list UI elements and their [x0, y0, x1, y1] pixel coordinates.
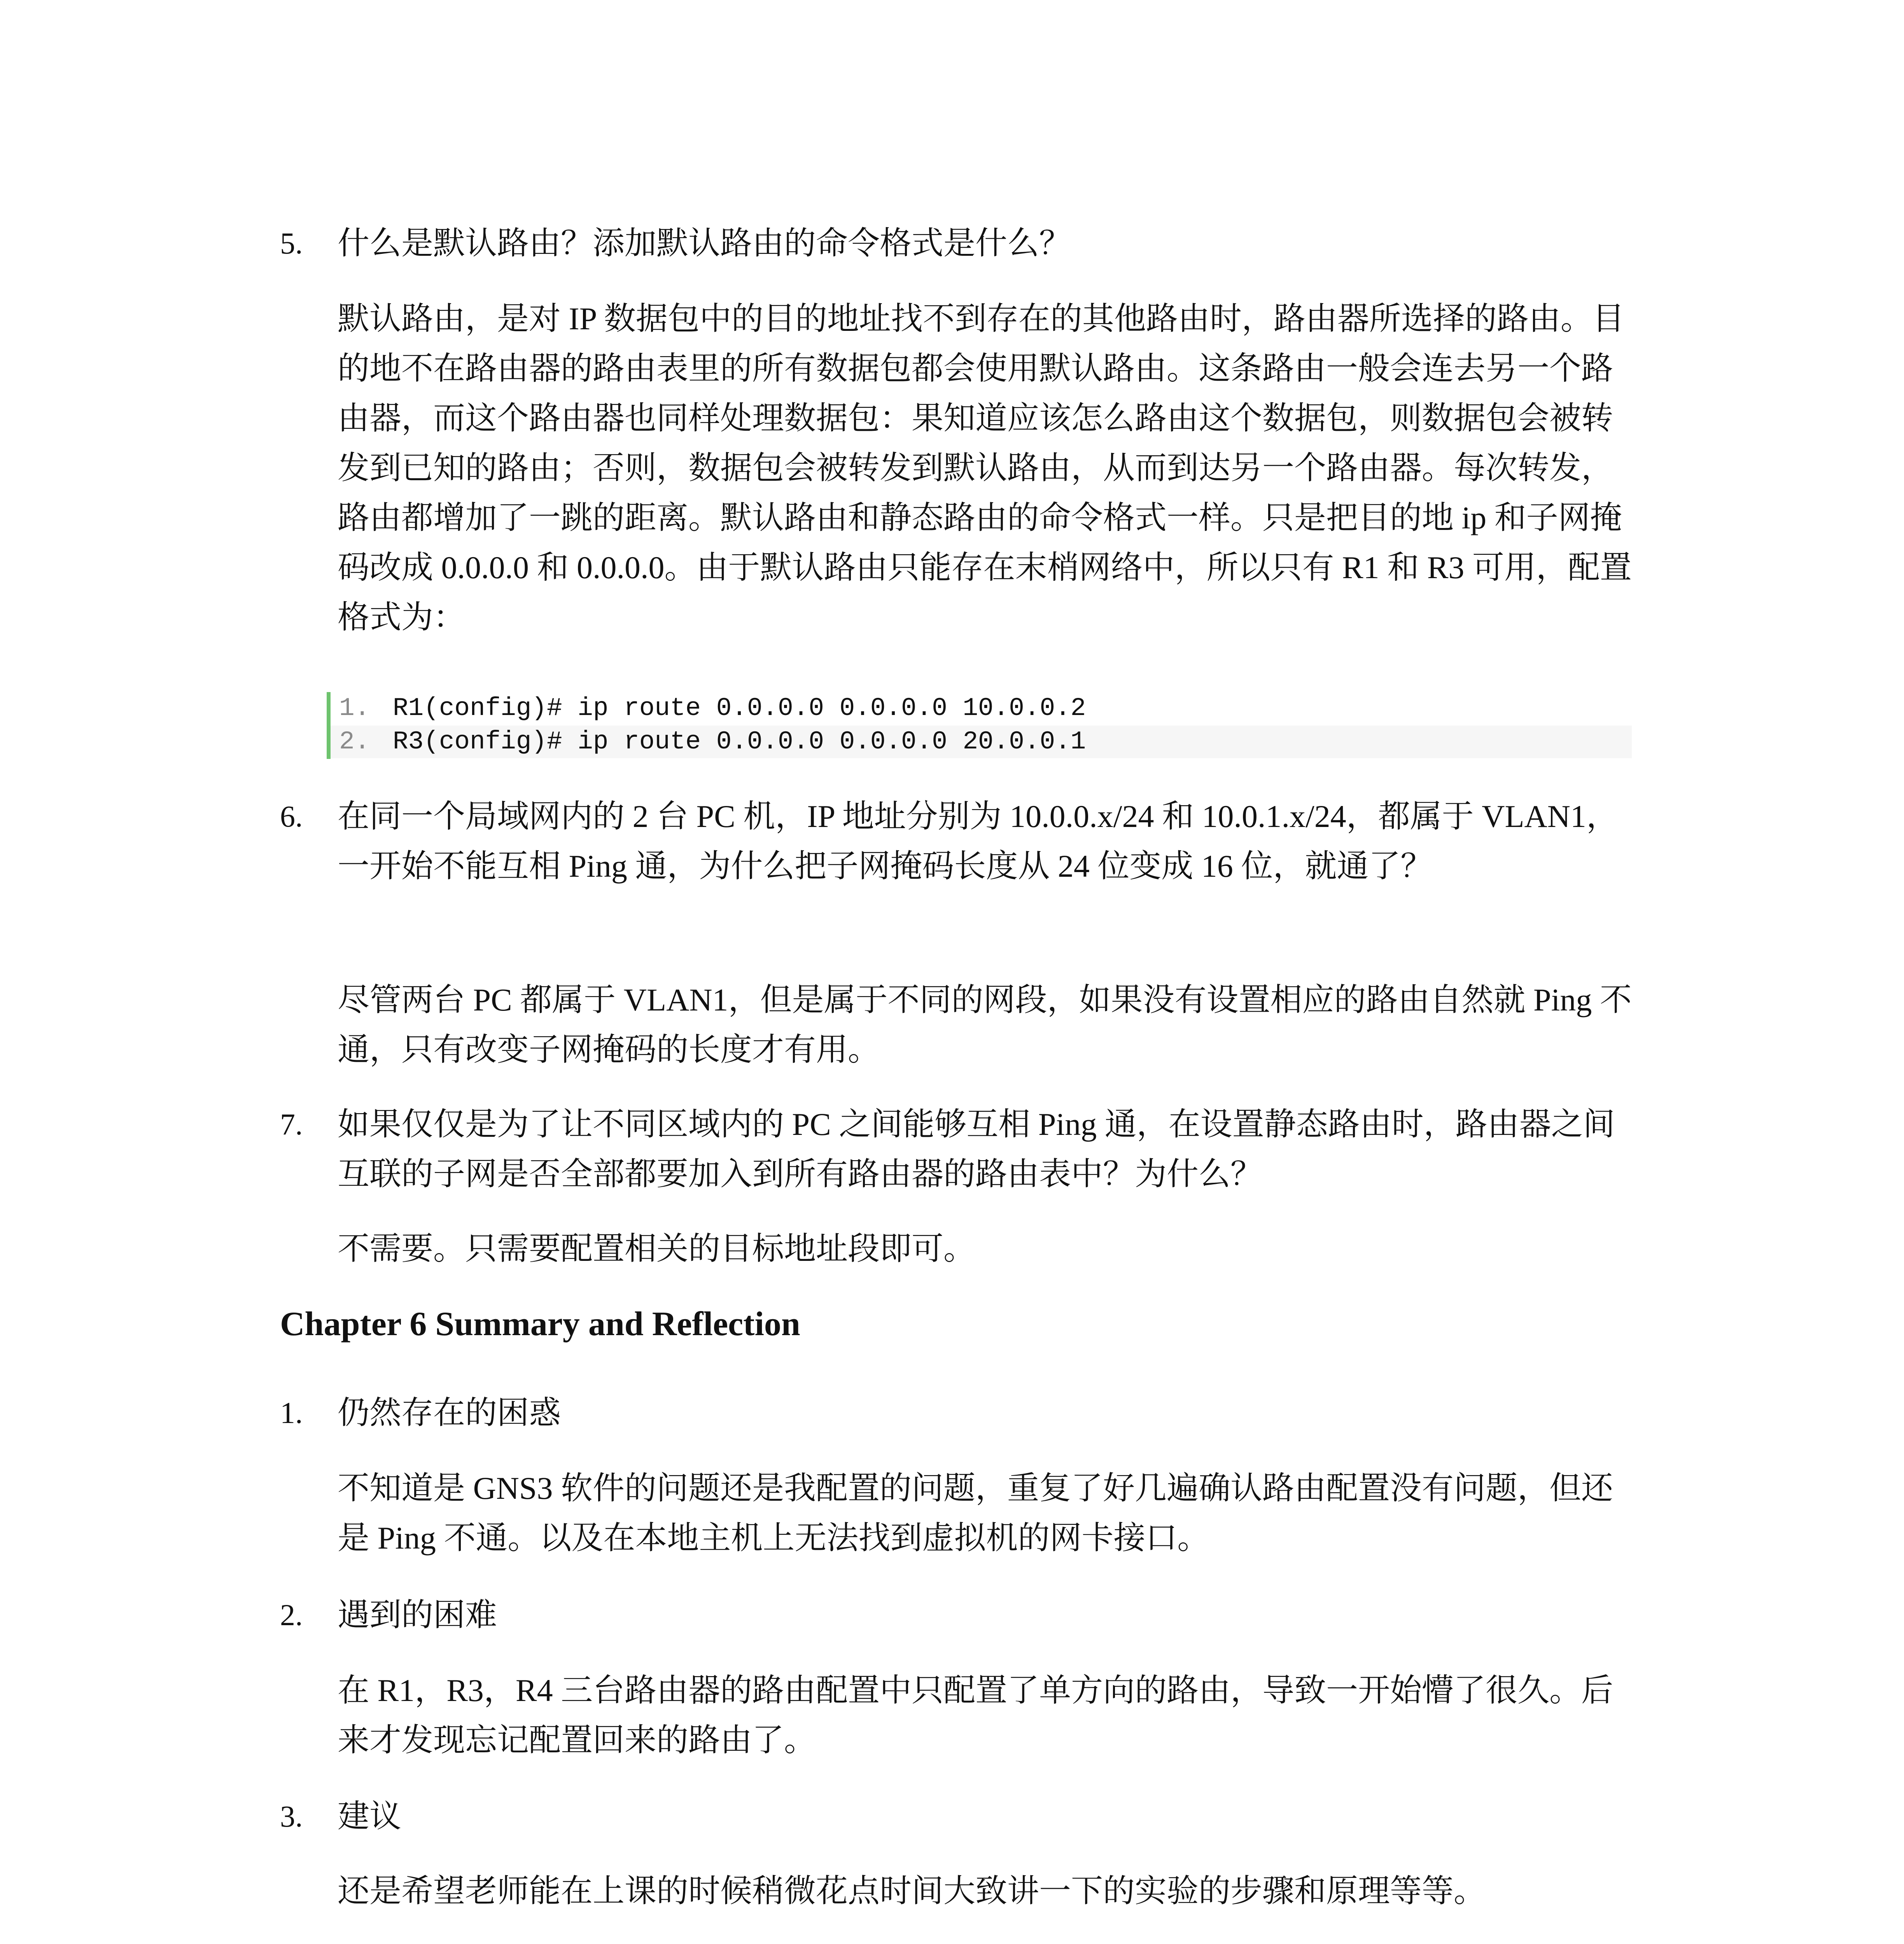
summary-item-number: 3.: [280, 1799, 303, 1833]
summary-heading: Chapter 6 Summary and Reflection: [280, 1305, 800, 1343]
code-line: [331, 726, 1632, 758]
code-line-number: 1.: [339, 694, 370, 723]
q7-question: 如果仅仅是为了让不同区域内的 PC 之间能够互相 Ping 通，在设置静态路由时，路由器之间互联的子网是否全部都要加入到所有路由器的路由表中？为什么？: [338, 1107, 1615, 1192]
q5-question: 什么是默认路由？添加默认路由的命令格式是什么？: [338, 226, 1071, 261]
summary-item-title: 建议: [338, 1799, 402, 1834]
summary-item-text: 还是希望老师能在上课的时候稍微花点时间大致讲一下的实验的步骤和原理等等。: [338, 1873, 1486, 1909]
q7-number: 7.: [280, 1107, 303, 1141]
summary-item-text: 在 R1，R3，R4 三台路由器的路由配置中只配置了单方向的路由，导致一开始懵了很久。后来才发现忘记配置回来的路由了。: [338, 1673, 1614, 1758]
q6-answer: 尽管两台 PC 都属于 VLAN1，但是属于不同的网段，如果没有设置相应的路由自然就 Ping 不通，只有改变子网掩码的长度才有用。: [338, 982, 1632, 1067]
q5-answer: 默认路由，是对 IP 数据包中的目的地址找不到存在的其他路由时，路由器所选择的路由。目的地不在路由器的路由表里的所有数据包都会使用默认路由。这条路由一般会连去另一个路由器，而这个路由器也同样处理数据包：果知道应该怎么路由这个数据包，则数据包会被转发到已知的路由；否则，数据包会被转发到默认路由，从而到达另一个路由器。每次转发，路由都增加了一跳的距离。默认路由和静态路由的命令格式一样。只是把目的地 ip 和子网掩码改成 0.0.0.0 和 0.0.0.0。由于默认路由只能存在末梢网络中，所以只有 R1 和 R3 可用，配置格式为：: [338, 301, 1632, 635]
summary-item-title: 遇到的困难: [338, 1597, 497, 1633]
q5-number: 5.: [280, 226, 303, 260]
summary-item-number: 2.: [280, 1598, 303, 1632]
code-line-text: R1(config)# ip route 0.0.0.0 0.0.0.0 10.0.0.2: [393, 694, 1086, 723]
code-line-number: 2.: [339, 727, 370, 756]
code-line: [331, 692, 1632, 725]
code-block: [327, 692, 1632, 759]
code-line-text: R3(config)# ip route 0.0.0.0 0.0.0.0 20.0.0.1: [393, 727, 1086, 756]
q7-answer: 不需要。只需要配置相关的目标地址段即可。: [338, 1231, 976, 1266]
q6-question: 在同一个局域网内的 2 台 PC 机，IP 地址分别为 10.0.0.x/24 和 10.0.1.x/24，都属于 VLAN1，一开始不能互相 Ping 通，为什么把子网掩码长度从 24 位变成 16 位，就通了？: [338, 799, 1618, 884]
summary-item-number: 1.: [280, 1396, 303, 1430]
summary-item-title: 仍然存在的困惑: [338, 1395, 561, 1430]
q6-number: 6.: [280, 799, 303, 833]
summary-item-text: 不知道是 GNS3 软件的问题还是我配置的问题，重复了好几遍确认路由配置没有问题，但还是 Ping 不通。以及在本地主机上无法找到虚拟机的网卡接口。: [338, 1470, 1614, 1556]
